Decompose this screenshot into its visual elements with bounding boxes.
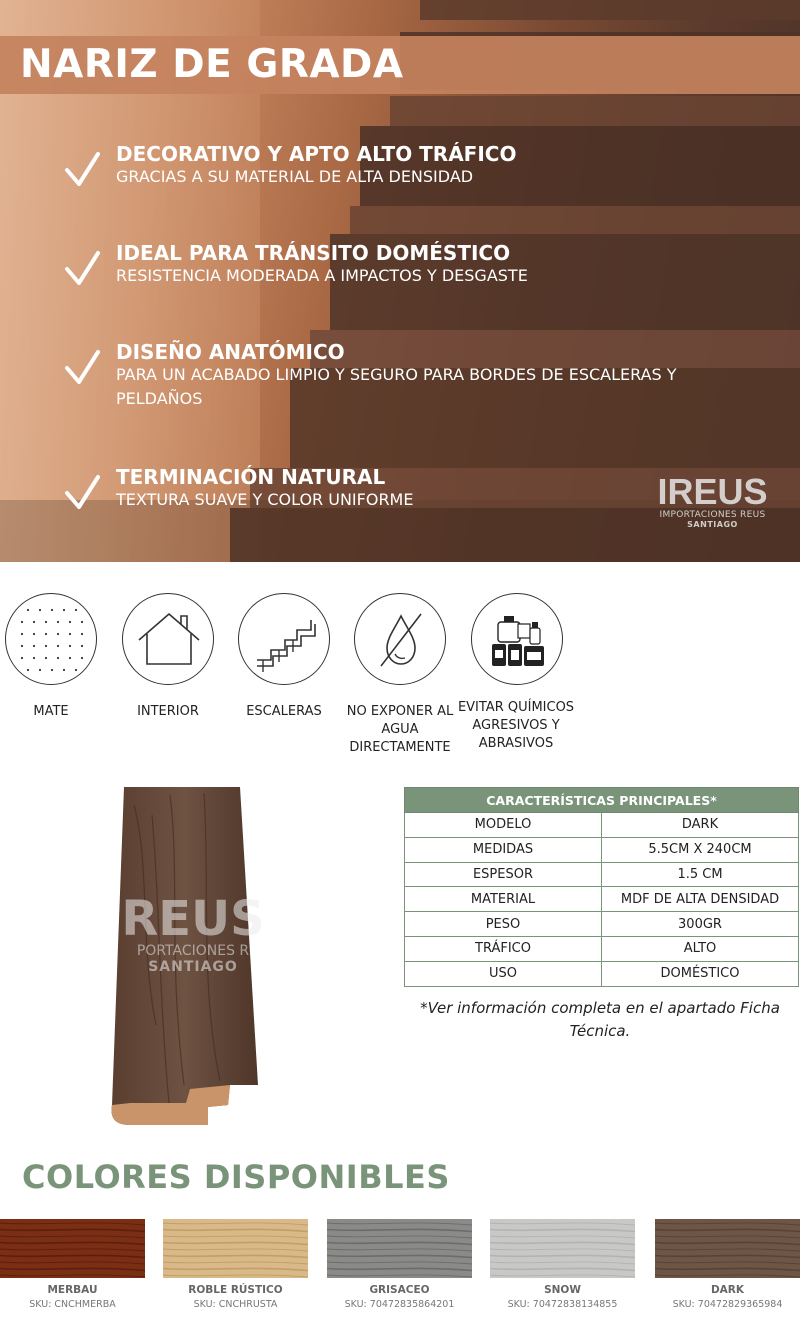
feature-description: PARA UN ACABADO LIMPIO Y SEGURO PARA BORDES DE ESCALERAS Y PELDAÑOS <box>116 365 677 408</box>
chemicals-icon <box>471 593 563 685</box>
color-swatch[interactable] <box>490 1219 635 1278</box>
feature-title: TERMINACIÓN NATURAL <box>116 465 386 489</box>
icon-label: NO EXPONER AL AGUA DIRECTAMENTE <box>346 704 454 755</box>
swatch-name: DARK <box>710 1284 745 1296</box>
feature-description: TEXTURA SUAVE Y COLOR UNIFORME <box>116 490 414 509</box>
color-swatch[interactable] <box>655 1219 800 1278</box>
checkmark-icon <box>62 348 104 390</box>
product-watermark <box>118 891 268 975</box>
swatch-name: GRISACEO <box>369 1284 430 1296</box>
feature-description: RESISTENCIA MODERADA A IMPACTOS Y DESGASTE <box>116 266 528 285</box>
house-icon <box>122 593 214 685</box>
logo-city: SANTIAGO <box>687 520 738 529</box>
spec-key: ESPESOR <box>405 862 602 887</box>
spec-key: PESO <box>405 912 602 937</box>
spec-key: MODELO <box>405 813 602 838</box>
swatch-sku: SKU: CNCHMERBA <box>29 1299 116 1310</box>
swatch-sku: SKU: 70472829365984 <box>672 1299 783 1310</box>
spec-key: MEDIDAS <box>405 837 602 862</box>
color-swatch[interactable] <box>163 1219 308 1278</box>
table-row <box>405 862 799 887</box>
spec-value: DARK <box>602 813 799 838</box>
colors-title: COLORES DISPONIBLES <box>22 1158 450 1196</box>
brand-logo <box>655 471 770 529</box>
page-title: NARIZ DE GRADA <box>20 42 404 87</box>
watermark-name: REUS <box>121 891 265 947</box>
specs-note: *Ver información completa en el apartado Ficha Técnica. <box>420 999 780 1040</box>
spec-key: MATERIAL <box>405 887 602 912</box>
spec-key: USO <box>405 961 602 986</box>
spec-key: TRÁFICO <box>405 936 602 961</box>
icon-label: INTERIOR <box>137 704 199 719</box>
table-row <box>405 813 799 838</box>
logo-subtitle: IMPORTACIONES REUS <box>659 510 766 520</box>
table-header-row <box>405 788 799 813</box>
swatch-sku: SKU: 70472835864201 <box>344 1299 455 1310</box>
checkmark-icon <box>62 150 104 192</box>
color-swatch[interactable] <box>0 1219 145 1278</box>
swatch-name: MERBAU <box>47 1284 98 1296</box>
feature-description: GRACIAS A SU MATERIAL DE ALTA DENSIDAD <box>116 167 474 186</box>
product-image <box>100 785 270 1135</box>
spec-value: MDF DE ALTA DENSIDAD <box>602 887 799 912</box>
table-row <box>405 936 799 961</box>
table-header: CARACTERÍSTICAS PRINCIPALES* <box>405 788 799 813</box>
icon-label: ESCALERAS <box>246 704 322 719</box>
icon-label: MATE <box>33 704 69 719</box>
swatch-name: SNOW <box>544 1284 581 1296</box>
watermark-subtitle: PORTACIONES R <box>136 943 250 959</box>
spec-value: 1.5 CM <box>602 862 799 887</box>
swatch-name: ROBLE RÚSTICO <box>188 1284 283 1296</box>
hero-banner <box>0 0 800 562</box>
spec-value: 5.5CM X 240CM <box>602 837 799 862</box>
spec-value: DOMÉSTICO <box>602 961 799 986</box>
swatch-sku: SKU: 70472838134855 <box>507 1299 618 1310</box>
no-water-drop-icon <box>354 593 446 685</box>
feature-title: DECORATIVO Y APTO ALTO TRÁFICO <box>116 142 517 166</box>
stairs-icon <box>238 593 330 685</box>
swatch-sku: SKU: CNCHRUSTA <box>193 1299 278 1310</box>
spec-value: 300GR <box>602 912 799 937</box>
checkmark-icon <box>62 473 104 515</box>
feature-title: DISEÑO ANATÓMICO <box>116 340 345 364</box>
specs-table <box>404 787 799 987</box>
logo-name: IREUS <box>657 471 768 512</box>
color-swatch[interactable] <box>327 1219 472 1278</box>
table-row <box>405 837 799 862</box>
watermark-city: SANTIAGO <box>148 959 238 975</box>
checkmark-icon <box>62 249 104 291</box>
table-row <box>405 887 799 912</box>
table-row <box>405 961 799 986</box>
spec-value: ALTO <box>602 936 799 961</box>
table-row <box>405 912 799 937</box>
feature-title: IDEAL PARA TRÁNSITO DOMÉSTICO <box>116 241 511 265</box>
dots-icon <box>5 593 97 685</box>
icon-label: EVITAR QUÍMICOS AGRESIVOS Y ABRASIVOS <box>457 700 575 751</box>
